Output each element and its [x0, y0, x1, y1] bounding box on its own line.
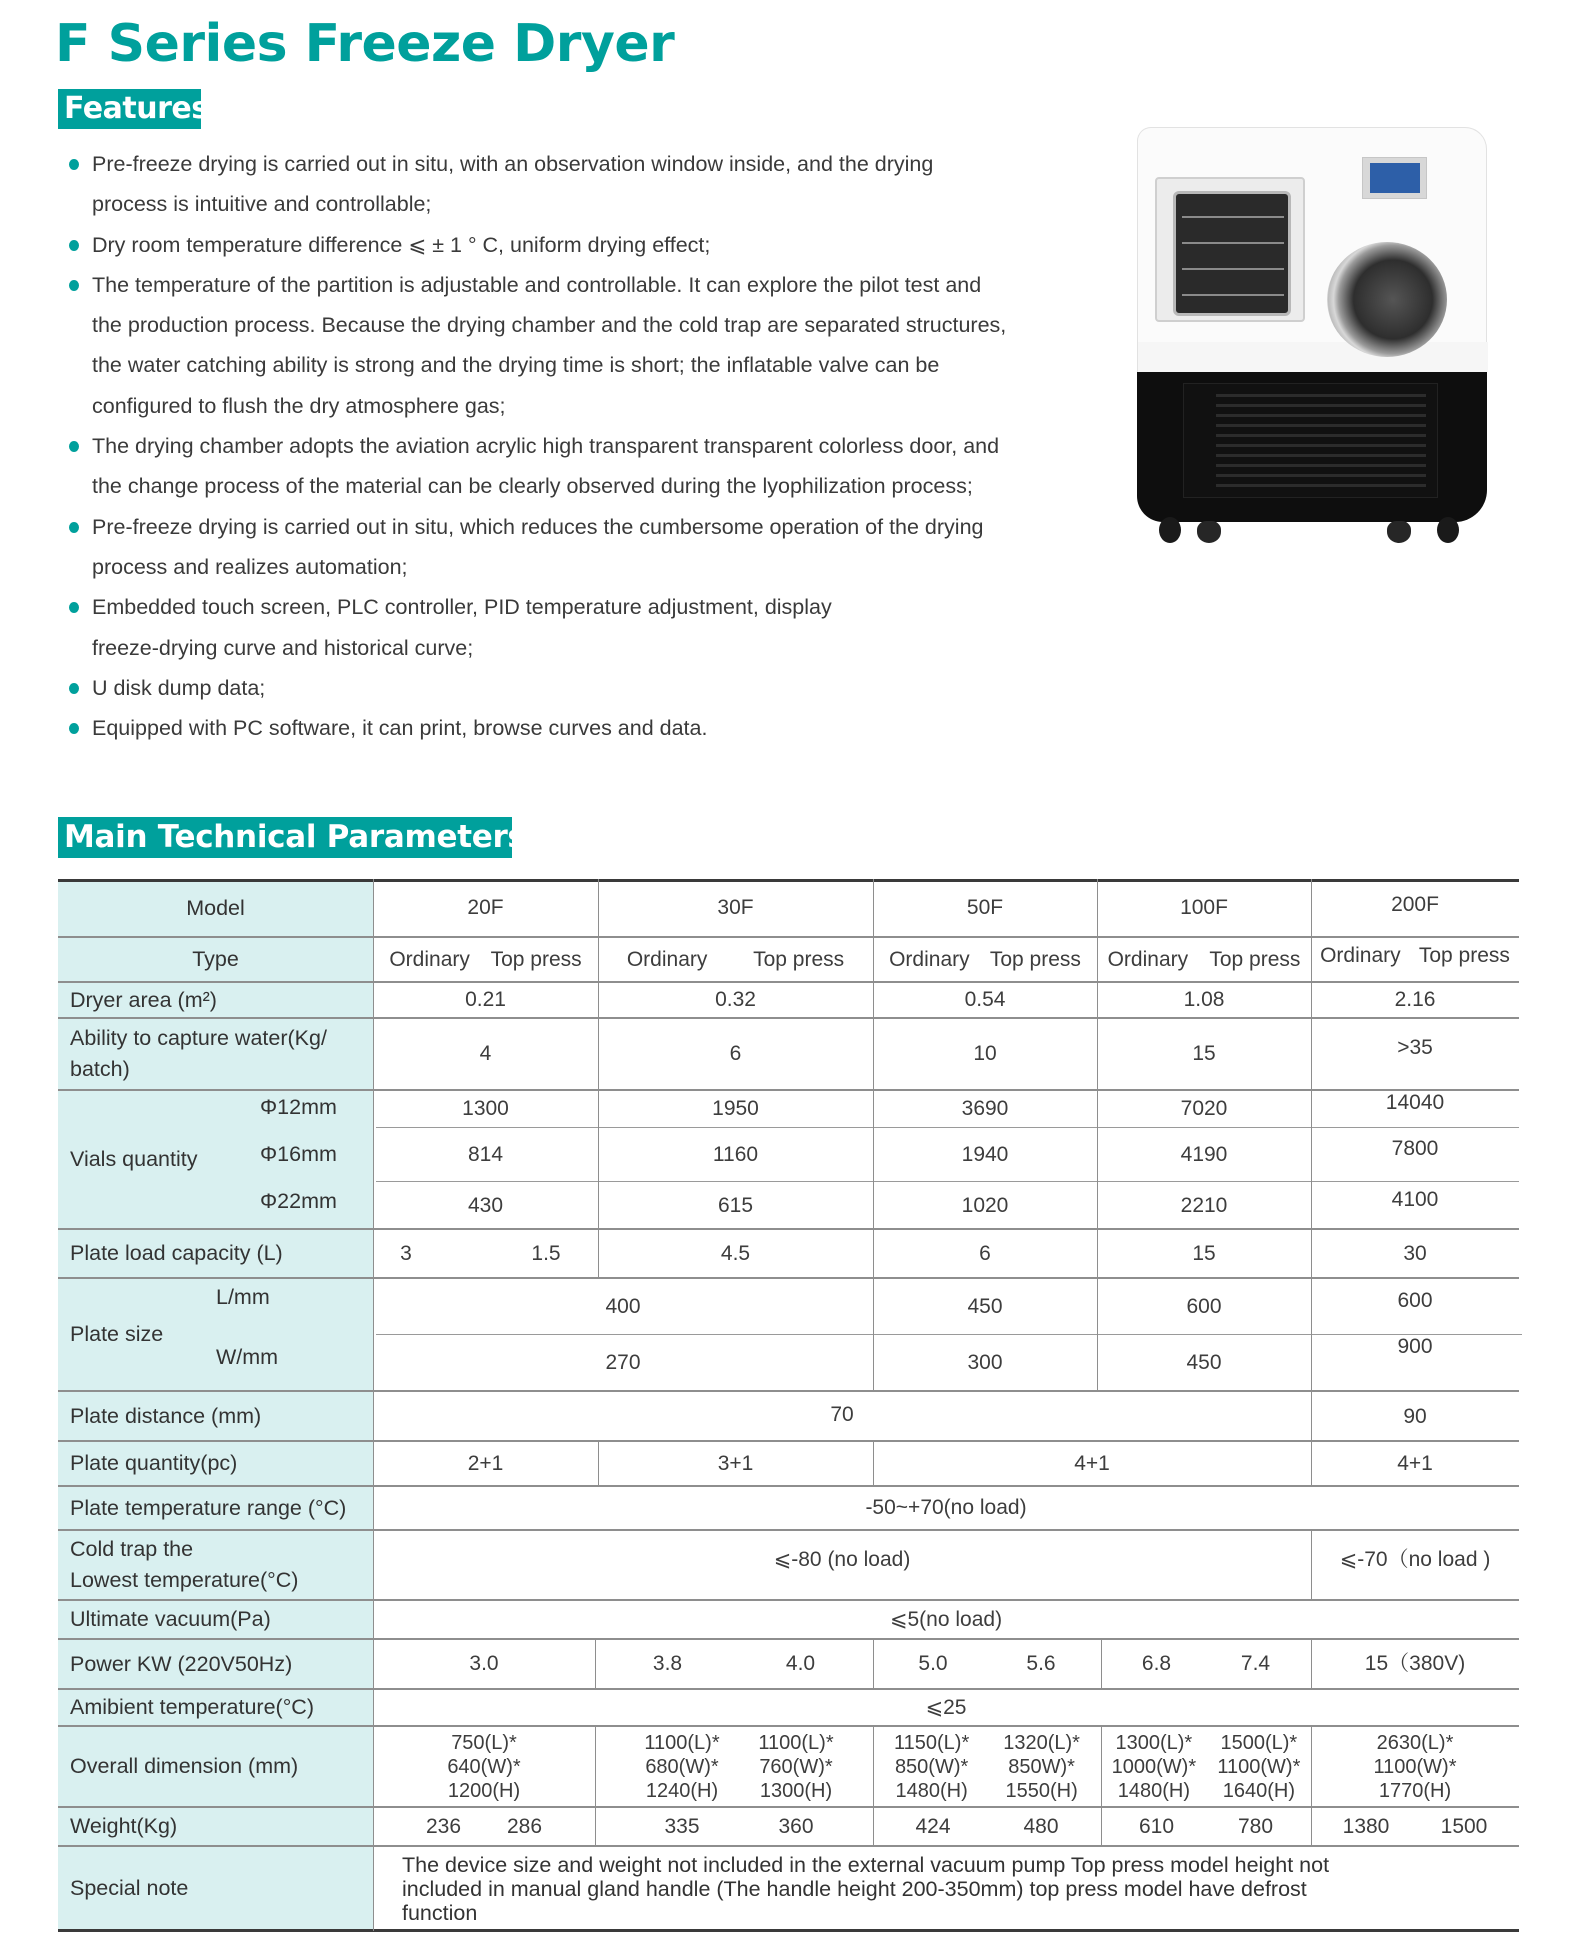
plate-load-20f-ordinary: 3 — [400, 1241, 412, 1265]
plate-size-w-20f-30f: 270 — [605, 1351, 641, 1374]
power-200f: 15（380V) — [1364, 1652, 1466, 1675]
bullet-icon — [69, 441, 79, 452]
plate-size-w-100f: 450 — [1186, 1351, 1222, 1374]
vacuum-all: ⩽5(no load) — [889, 1607, 1003, 1631]
row-label-ambient: Amibient temperature(°C) — [58, 1689, 373, 1726]
row-label-plate-temp: Plate temperature range (°C) — [58, 1486, 373, 1530]
feature-item: The temperature of the partition is adjustable and controllable. It can explore the pilot test and the production process. Because the drying chamber and the cold trap are separated structures, the water catching ability is strong and the drying time is short; the inflatable valve can be configured to flush the dry atmosphere gas; — [68, 265, 1068, 426]
plate-quantity-30f: 3+1 — [717, 1451, 754, 1475]
table-bottom-rule — [58, 1929, 1519, 1932]
vial-size-16: Φ16mm — [260, 1142, 337, 1166]
touch-screen-graphic — [1362, 157, 1427, 199]
plate-quantity-50f-100f: 4+1 — [1074, 1451, 1110, 1475]
dimension-30f: 1100(L)* 680(W)* 1240(H) 1100(L)* 760(W)* 1300(H) — [644, 1731, 834, 1802]
dimension-20f: 750(L)* 640(W)* 1200(H) — [447, 1731, 521, 1802]
weight-100f: 610 780 — [1138, 1814, 1274, 1838]
power-20f: 3.0 — [469, 1652, 499, 1675]
vials-16-20f: 814 — [467, 1143, 504, 1166]
vent-grill-graphic — [1183, 383, 1438, 498]
vials-16-100f: 4190 — [1180, 1143, 1228, 1166]
bullet-icon — [69, 683, 79, 694]
freeze-dryer-photo — [1137, 125, 1487, 547]
type-200f: Ordinary Top press — [1320, 943, 1510, 967]
plate-size-l-100f: 600 — [1186, 1294, 1222, 1318]
dryer-area-20f: 0.21 — [465, 988, 506, 1011]
bullet-icon — [69, 602, 79, 613]
bullet-icon — [69, 522, 79, 533]
water-capture-30f: 6 — [729, 1042, 742, 1065]
cold-trap-graphic — [1327, 242, 1447, 357]
weight-200f: 1380 1500 — [1342, 1814, 1488, 1838]
row-label-dryer-area: Dryer area (m²) — [58, 982, 373, 1018]
type-50f: Ordinary Top press — [889, 947, 1081, 971]
special-note-text: The device size and weight not included in the external vacuum pump Top press model height not included in manual gland handle (The handle height 200-350mm) top press model have defrost function — [402, 1853, 1330, 1925]
type-100f: Ordinary Top press — [1107, 947, 1301, 971]
parameters-heading: Main Technical Parameters — [58, 817, 512, 858]
parameters-table — [58, 879, 1519, 1931]
row-label-water-capture: Ability to capture water(Kg/ batch) — [58, 1018, 373, 1090]
plate-load-100f: 15 — [1192, 1241, 1216, 1265]
water-capture-20f: 4 — [479, 1042, 492, 1065]
power-100f: 6.8 7.4 — [1141, 1652, 1271, 1675]
vials-22-20f: 430 — [467, 1193, 504, 1217]
bullet-icon — [69, 280, 79, 291]
vials-16-30f: 1160 — [712, 1143, 759, 1166]
weight-30f: 335 360 — [664, 1814, 814, 1838]
vials-12-30f: 1950 — [712, 1097, 759, 1120]
vials-16-200f: 7800 — [1391, 1137, 1439, 1160]
plate-quantity-200f: 4+1 — [1397, 1451, 1433, 1475]
features-heading: Features — [58, 89, 201, 129]
model-header-30f: 30F — [717, 896, 754, 919]
row-label-vacuum: Ultimate vacuum(Pa) — [58, 1600, 373, 1639]
vials-22-200f: 4100 — [1391, 1187, 1439, 1211]
plate-size-l-label: L/mm — [216, 1285, 270, 1309]
row-label-vials: Vials quantity — [58, 1090, 373, 1229]
feature-item: Equipped with PC software, it can print, browse curves and data. — [68, 708, 1068, 748]
vials-12-50f: 3690 — [961, 1097, 1009, 1120]
chamber-door-graphic — [1155, 177, 1305, 322]
bullet-icon — [69, 723, 79, 734]
plate-load-20f-top: 1.5 — [531, 1241, 561, 1265]
plate-load-200f: 30 — [1403, 1241, 1427, 1265]
plate-size-w-200f: 900 — [1397, 1335, 1433, 1358]
vials-16-50f: 1940 — [961, 1143, 1009, 1166]
model-header-200f: 200F — [1391, 893, 1439, 916]
weight-20f: 236 286 — [425, 1814, 543, 1838]
vials-12-200f: 14040 — [1385, 1091, 1445, 1114]
vials-22-30f: 615 — [717, 1193, 754, 1217]
bullet-icon — [69, 240, 79, 251]
features-list — [68, 144, 1068, 748]
water-capture-200f: >35 — [1397, 1036, 1433, 1059]
plate-load-50f: 6 — [979, 1241, 991, 1265]
cold-trap-200f: ⩽-70（no load ) — [1339, 1548, 1491, 1571]
water-capture-100f: 15 — [1192, 1042, 1216, 1065]
row-label-plate-load: Plate load capacity (L) — [58, 1229, 373, 1278]
plate-distance-20f-100f: 70 — [830, 1403, 854, 1426]
plate-size-l-200f: 600 — [1397, 1288, 1433, 1312]
dimension-50f: 1150(L)* 850(W)* 1480(H) 1320(L)* 850W)* 1550(H) — [894, 1731, 1080, 1802]
dryer-area-100f: 1.08 — [1183, 988, 1225, 1011]
plate-size-l-50f: 450 — [967, 1294, 1003, 1318]
vials-12-100f: 7020 — [1180, 1097, 1228, 1120]
feature-item: Dry room temperature difference ⩽ ± 1 ° C, uniform drying effect; — [68, 225, 1068, 265]
vials-22-50f: 1020 — [961, 1193, 1009, 1217]
vial-size-12: Φ12mm — [260, 1095, 337, 1119]
row-label-power: Power KW (220V50Hz) — [58, 1639, 373, 1689]
power-30f: 3.8 4.0 — [652, 1652, 816, 1675]
row-label-special-note: Special note — [58, 1846, 373, 1931]
feature-item: Pre-freeze drying is carried out in situ, with an observation window inside, and the drying process is intuitive and controllable; — [68, 144, 1068, 225]
row-label-plate-quantity: Plate quantity(pc) — [58, 1441, 373, 1486]
dryer-area-200f: 2.16 — [1394, 988, 1436, 1011]
vials-22-100f: 2210 — [1180, 1193, 1228, 1217]
row-label-weight: Weight(Kg) — [58, 1807, 373, 1846]
vial-size-22: Φ22mm — [260, 1189, 337, 1213]
row-label-model: Model — [58, 879, 373, 937]
type-20f: Ordinary Top press — [389, 947, 582, 971]
row-label-plate-distance: Plate distance (mm) — [58, 1391, 373, 1441]
type-30f: Ordinary Top press — [626, 947, 845, 971]
plate-distance-200f: 90 — [1403, 1405, 1427, 1428]
feature-item: Embedded touch screen, PLC controller, PID temperature adjustment, display freeze-drying curve and historical curve; — [68, 587, 1068, 668]
weight-50f: 424 480 — [915, 1814, 1059, 1838]
dimension-200f: 2630(L)* 1100(W)* 1770(H) — [1373, 1731, 1457, 1802]
bullet-icon — [69, 159, 79, 170]
dryer-area-50f: 0.54 — [964, 988, 1006, 1011]
vials-12-20f: 1300 — [462, 1097, 509, 1120]
feature-item: U disk dump data; — [68, 668, 1068, 708]
dimension-100f: 1300(L)* 1000(W)* 1480(H) 1500(L)* 1100(W)* 1640(H) — [1111, 1731, 1301, 1802]
cold-trap-20f-100f: ⩽-80 (no load) — [773, 1548, 911, 1571]
page-title: F Series Freeze Dryer — [55, 14, 675, 74]
dryer-area-30f: 0.32 — [715, 988, 756, 1011]
water-capture-50f: 10 — [973, 1042, 997, 1065]
model-header-50f: 50F — [966, 896, 1004, 919]
plate-size-w-50f: 300 — [967, 1351, 1003, 1374]
plate-size-w-label: W/mm — [216, 1345, 279, 1369]
plate-load-30f: 4.5 — [720, 1241, 751, 1265]
model-header-100f: 100F — [1180, 896, 1228, 919]
power-50f: 5.0 5.6 — [918, 1652, 1056, 1675]
plate-quantity-20f: 2+1 — [467, 1451, 504, 1475]
feature-item: The drying chamber adopts the aviation acrylic high transparent transparent colorless door, and the change process of the material can be clearly observed during the lyophilization process; — [68, 426, 1068, 507]
model-header-20f: 20F — [467, 896, 504, 919]
ambient-all: ⩽25 — [925, 1695, 967, 1719]
row-label-dimension: Overall dimension (mm) — [58, 1726, 373, 1807]
row-label-type: Type — [58, 937, 373, 982]
row-label-cold-trap: Cold trap the Lowest temperature(°C) — [58, 1530, 373, 1600]
plate-temp-all: -50~+70(no load) — [865, 1496, 1027, 1519]
feature-item: Pre-freeze drying is carried out in situ, which reduces the cumbersome operation of the drying process and realizes automation; — [68, 507, 1068, 588]
row-label-plate-size: Plate size — [58, 1278, 373, 1391]
plate-size-l-20f-30f: 400 — [605, 1294, 641, 1318]
